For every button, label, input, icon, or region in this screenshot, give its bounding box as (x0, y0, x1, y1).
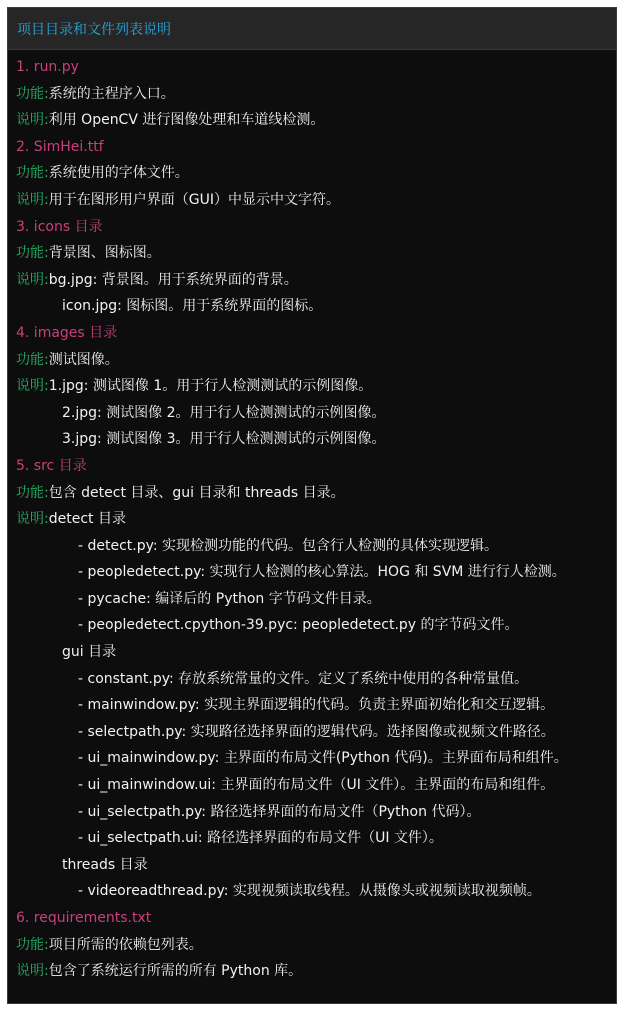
line-text: - detect.py: 实现检测功能的代码。包含行人检测的具体实现逻辑。 (78, 537, 499, 554)
section-heading-text: 6. requirements.txt (16, 910, 152, 926)
file-entry (8, 586, 616, 613)
file-entry (8, 878, 616, 905)
field-text: bg.jpg: 背景图。用于系统界面的背景。 (48, 271, 298, 288)
document-content (8, 50, 616, 985)
section-heading (8, 453, 616, 480)
line-text: - videoreadthread.py: 实现视频读取线程。从摄像头或视频读取视频帧。 (78, 883, 541, 900)
line-text: - mainwindow.py: 实现主界面逻辑的代码。负责主界面初始化和交互逻辑。 (78, 697, 555, 714)
line-text: - peopledetect.py: 实现行人检测的核心算法。HOG 和 SVM 进行行人检测。 (78, 564, 566, 581)
field-line (8, 373, 616, 400)
field-label: 说明: (16, 378, 49, 395)
line-text: gui 目录 (62, 644, 117, 661)
field-line (8, 347, 616, 374)
field-label: 功能: (16, 245, 49, 262)
field-line (8, 160, 616, 187)
field-label: 说明: (16, 271, 49, 288)
field-line (8, 267, 616, 294)
field-label: 功能: (16, 936, 49, 953)
field-line (8, 81, 616, 108)
file-entry (8, 666, 616, 693)
line-text: icon.jpg: 图标图。用于系统界面的图标。 (62, 298, 323, 315)
field-label: 功能: (16, 165, 49, 182)
panel-header (8, 8, 616, 50)
field-line (8, 187, 616, 214)
line-text: - ui_mainwindow.py: 主界面的布局文件(Python 代码)。主界面布局和组件。 (78, 750, 568, 767)
field-label: 功能: (16, 484, 49, 501)
field-text: 系统使用的字体文件。 (48, 165, 189, 182)
document-panel (7, 7, 617, 1004)
sub-line (8, 639, 616, 666)
field-text: detect 目录 (48, 511, 126, 528)
field-text: 项目所需的依赖包列表。 (48, 936, 203, 953)
field-label: 说明: (16, 191, 49, 208)
section-heading-text: 5. src 目录 (16, 457, 87, 474)
field-label: 说明: (16, 963, 49, 980)
line-text: - pycache: 编译后的 Python 字节码文件目录。 (78, 590, 381, 607)
field-text: 包含 detect 目录、gui 目录和 threads 目录。 (48, 484, 345, 501)
field-text: 测试图像。 (48, 351, 119, 368)
line-text: - constant.py: 存放系统常量的文件。定义了系统中使用的各种常量值。 (78, 670, 529, 687)
field-line (8, 932, 616, 959)
file-entry (8, 745, 616, 772)
field-text: 用于在图形用户界面（GUI）中显示中文字符。 (48, 191, 340, 208)
line-text: - selectpath.py: 实现路径选择界面的逻辑代码。选择图像或视频文件路径。 (78, 723, 555, 740)
field-label: 功能: (16, 351, 49, 368)
field-label: 功能: (16, 85, 49, 102)
section-heading (8, 320, 616, 347)
file-entry (8, 825, 616, 852)
field-line (8, 480, 616, 507)
section-heading (8, 54, 616, 81)
section-heading-text: 3. icons 目录 (16, 218, 103, 235)
panel-title: 项目目录和文件列表说明 (17, 21, 171, 38)
file-entry (8, 692, 616, 719)
line-text: - ui_selectpath.py: 路径选择界面的布局文件（Python 代码）。 (78, 803, 481, 820)
section-heading-text: 4. images 目录 (16, 324, 118, 341)
file-entry (8, 719, 616, 746)
field-text: 包含了系统运行所需的所有 Python 库。 (48, 963, 303, 980)
field-line (8, 107, 616, 134)
sub-line (8, 293, 616, 320)
section-heading-text: 1. run.py (16, 59, 79, 75)
file-entry (8, 799, 616, 826)
field-text: 背景图、图标图。 (48, 245, 161, 262)
field-text: 利用 OpenCV 进行图像处理和车道线检测。 (48, 112, 325, 129)
line-text: 2.jpg: 测试图像 2。用于行人检测测试的示例图像。 (62, 404, 386, 421)
line-text: - ui_selectpath.ui: 路径选择界面的布局文件（UI 文件）。 (78, 830, 443, 847)
file-entry (8, 772, 616, 799)
section-heading (8, 214, 616, 241)
section-heading-text: 2. SimHei.ttf (16, 138, 104, 155)
sub-line (8, 400, 616, 427)
file-entry (8, 533, 616, 560)
file-entry (8, 612, 616, 639)
sub-line (8, 426, 616, 453)
section-heading (8, 134, 616, 161)
field-line (8, 240, 616, 267)
section-heading (8, 905, 616, 932)
sub-line (8, 852, 616, 879)
line-text: - ui_mainwindow.ui: 主界面的布局文件（UI 文件）。主界面的布局和组件。 (78, 777, 555, 794)
field-label: 说明: (16, 112, 49, 129)
field-line (8, 506, 616, 533)
line-text: threads 目录 (62, 856, 148, 873)
line-text: 3.jpg: 测试图像 3。用于行人检测测试的示例图像。 (62, 431, 386, 448)
field-label: 说明: (16, 511, 49, 528)
field-text: 1.jpg: 测试图像 1。用于行人检测测试的示例图像。 (48, 378, 373, 395)
field-text: 系统的主程序入口。 (48, 85, 175, 102)
line-text: - peopledetect.cpython-39.pyc: peopledetect.py 的字节码文件。 (78, 617, 519, 634)
field-line (8, 958, 616, 985)
file-entry (8, 559, 616, 586)
